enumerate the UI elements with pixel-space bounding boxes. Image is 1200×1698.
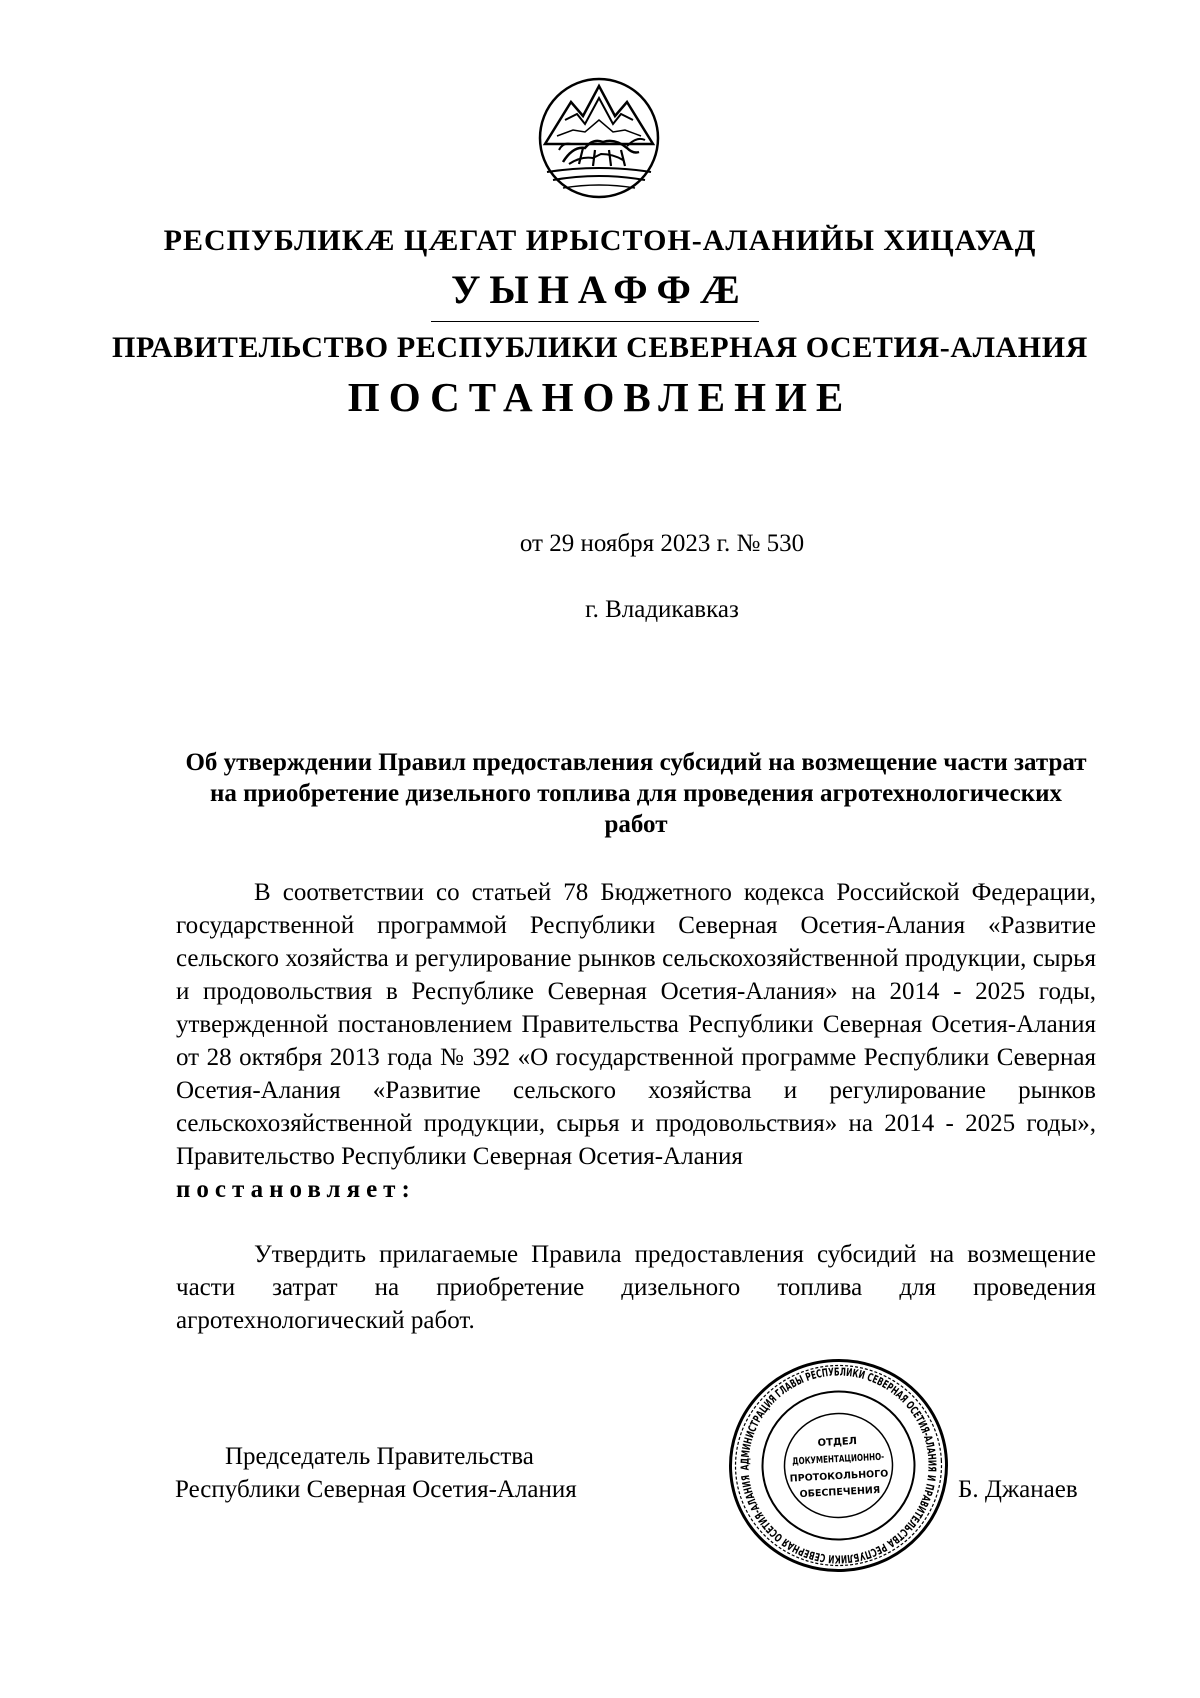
preamble-text: В соответствии со статьей 78 Бюджетного кодекса Российской Федерации, государственной программой Республики Северная Осетия-Алания «Развитие сельского хозяйства и регулирование рынков сельскохозяйственной продукции, сырья и продовольствия в Республике Северная Осетия-Алания» на 2014 - 2025 годы, утвержденной постановлением Правительства Республики Северная Осетия-Алания от 28 октября 2013 года № 392 «О государственной программе Республики Северная Осетия-Алания «Развитие сельского хозяйства и регулирование рынков сельскохозяйственной продукции, сырья и продовольствия» на 2014 - 2025 годы», Правительство Республики Северная Осетия-Алания: [176, 879, 1096, 1170]
signatory-position-line2: Республики Северная Осетия-Алания: [175, 1476, 577, 1503]
signatory-position-line1: Председатель Правительства: [225, 1443, 534, 1470]
stamp-center-line-1: ОТДЕЛ: [817, 1436, 858, 1450]
ossetian-document-type: УЫНАФФӔ: [451, 267, 749, 312]
stamp-center-line-2: ДОКУМЕНТАЦИОННО-: [791, 1450, 915, 1468]
signatory-name: Б. Джанаев: [958, 1476, 1078, 1503]
stamp-center-line-4: ОБЕСПЕЧЕНИЯ: [799, 1484, 881, 1501]
date-and-number: от 29 ноября 2023 г. № 530: [519, 530, 805, 557]
decree-word: постановляет:: [176, 1176, 416, 1203]
coat-of-arms-emblem: [537, 76, 661, 200]
resolution-paragraph: Утвердить прилагаемые Правила предоставления субсидий на возмещение части затрат на приобретение дизельного топлива для проведения агротехнологический работ.: [176, 1241, 1096, 1334]
signatory-position: [175, 1440, 577, 1506]
official-stamp: [726, 1356, 951, 1575]
ossetian-government-heading: РЕСПУБЛИКӔ ЦӔГАТ ИРЫСТОН-АЛАНИЙЫ ХИЦАУАД: [163, 224, 1037, 257]
city-line: г. Владикавказ: [585, 596, 739, 623]
header-divider: [431, 321, 759, 322]
russian-government-heading: ПРАВИТЕЛЬСТВО РЕСПУБЛИКИ СЕВЕРНАЯ ОСЕТИЯ-АЛАНИЯ: [112, 331, 1088, 364]
stamp-outer-text: АДМИНИСТРАЦИЯ ГЛАВЫ РЕСПУБЛИКИ СЕВЕРНАЯ ОСЕТИЯ-АЛАНИЯ И ПРАВИТЕЛЬСТВА РЕСПУБЛИКИ СЕВЕРНАЯ ОСЕТИЯ-АЛАНИЯ: [738, 1365, 939, 1566]
russian-document-type: ПОСТАНОВЛЕНИЕ: [347, 374, 853, 420]
stamp-center-line-3: ПРОТОКОЛЬНОГО: [789, 1468, 889, 1485]
preamble-paragraph: [176, 876, 1096, 1206]
document-title: Об утверждении Правил предоставления субсидий на возмещение части затрат на приобретение дизельного топлива для проведения агротехнологических работ: [185, 749, 1087, 838]
